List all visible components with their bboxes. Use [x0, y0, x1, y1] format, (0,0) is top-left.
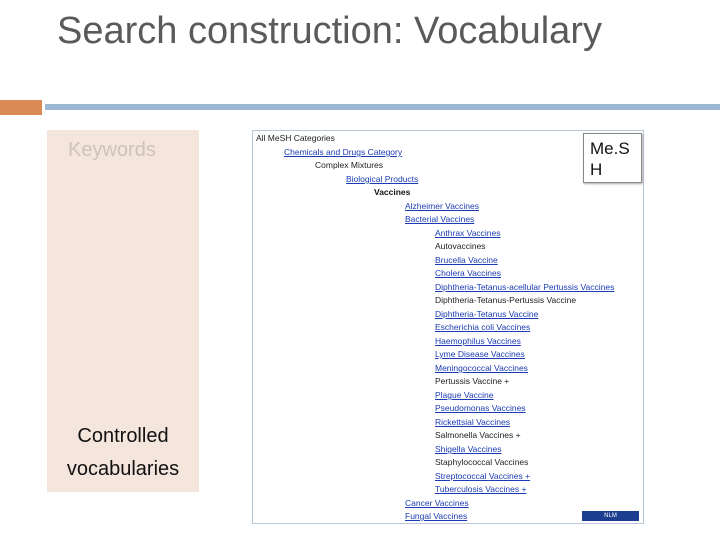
mesh-tree-item[interactable]: Brucella Vaccine	[435, 255, 498, 265]
mesh-tree-item[interactable]: Pseudomonas Vaccines	[435, 403, 526, 413]
mesh-tree-item[interactable]: Meningococcal Vaccines	[435, 363, 528, 373]
mesh-tree-item[interactable]: Diphtheria-Tetanus Vaccine	[435, 309, 539, 319]
controlled-vocabularies-label: Controlled vocabularies	[66, 425, 180, 480]
mesh-tree-item: Complex Mixtures	[315, 160, 384, 170]
mesh-tree-item[interactable]: Bacterial Vaccines	[405, 214, 475, 224]
mesh-tree-item[interactable]: Chemicals and Drugs Category	[284, 147, 403, 157]
mesh-tree-item[interactable]: Alzheimer Vaccines	[405, 201, 480, 211]
mesh-tree-item: Vaccines	[374, 187, 411, 197]
mesh-tree-item[interactable]: Tuberculosis Vaccines +	[435, 484, 527, 494]
mesh-tree-item[interactable]: Rickettsial Vaccines	[435, 417, 510, 427]
accent-line-blue	[45, 104, 720, 110]
mesh-tree-item[interactable]: Biological Products	[346, 174, 419, 184]
mesh-tree-item[interactable]: Fungal Vaccines	[405, 511, 468, 521]
accent-bar-orange	[0, 100, 42, 115]
mesh-tree-item: Diphtheria-Tetanus-Pertussis Vaccine	[435, 295, 577, 305]
mesh-tree-item[interactable]: Anthrax Vaccines	[435, 228, 501, 238]
nlm-logo: NLM	[582, 511, 639, 521]
mesh-tree-item[interactable]: Cholera Vaccines	[435, 268, 501, 278]
mesh-tree-item[interactable]: Shigella Vaccines	[435, 444, 502, 454]
mesh-tree-item[interactable]: Cancer Vaccines	[405, 498, 469, 508]
mesh-callout-label: Me.S H	[590, 139, 630, 179]
mesh-tree-item[interactable]: Diphtheria-Tetanus-acellular Pertussis Vaccines	[435, 282, 615, 292]
mesh-callout-box	[583, 133, 642, 183]
mesh-tree-item[interactable]: Plague Vaccine	[435, 390, 494, 400]
keywords-label: Keywords	[68, 139, 156, 161]
mesh-tree-item: Autovaccines	[435, 241, 486, 251]
mesh-tree-item: Staphylococcal Vaccines	[435, 457, 529, 467]
slide-title: Search construction: Vocabulary	[57, 10, 602, 52]
mesh-tree-item[interactable]: Haemophilus Vaccines	[435, 336, 521, 346]
mesh-tree-item[interactable]: Escherichia coli Vaccines	[435, 322, 531, 332]
mesh-tree-item: Pertussis Vaccine +	[435, 376, 510, 386]
mesh-tree-item[interactable]: Lyme Disease Vaccines	[435, 349, 525, 359]
mesh-tree-item: All MeSH Categories	[256, 133, 335, 143]
mesh-tree-item[interactable]: Streptococcal Vaccines +	[435, 471, 531, 481]
mesh-tree-item: Salmonella Vaccines +	[435, 430, 521, 440]
